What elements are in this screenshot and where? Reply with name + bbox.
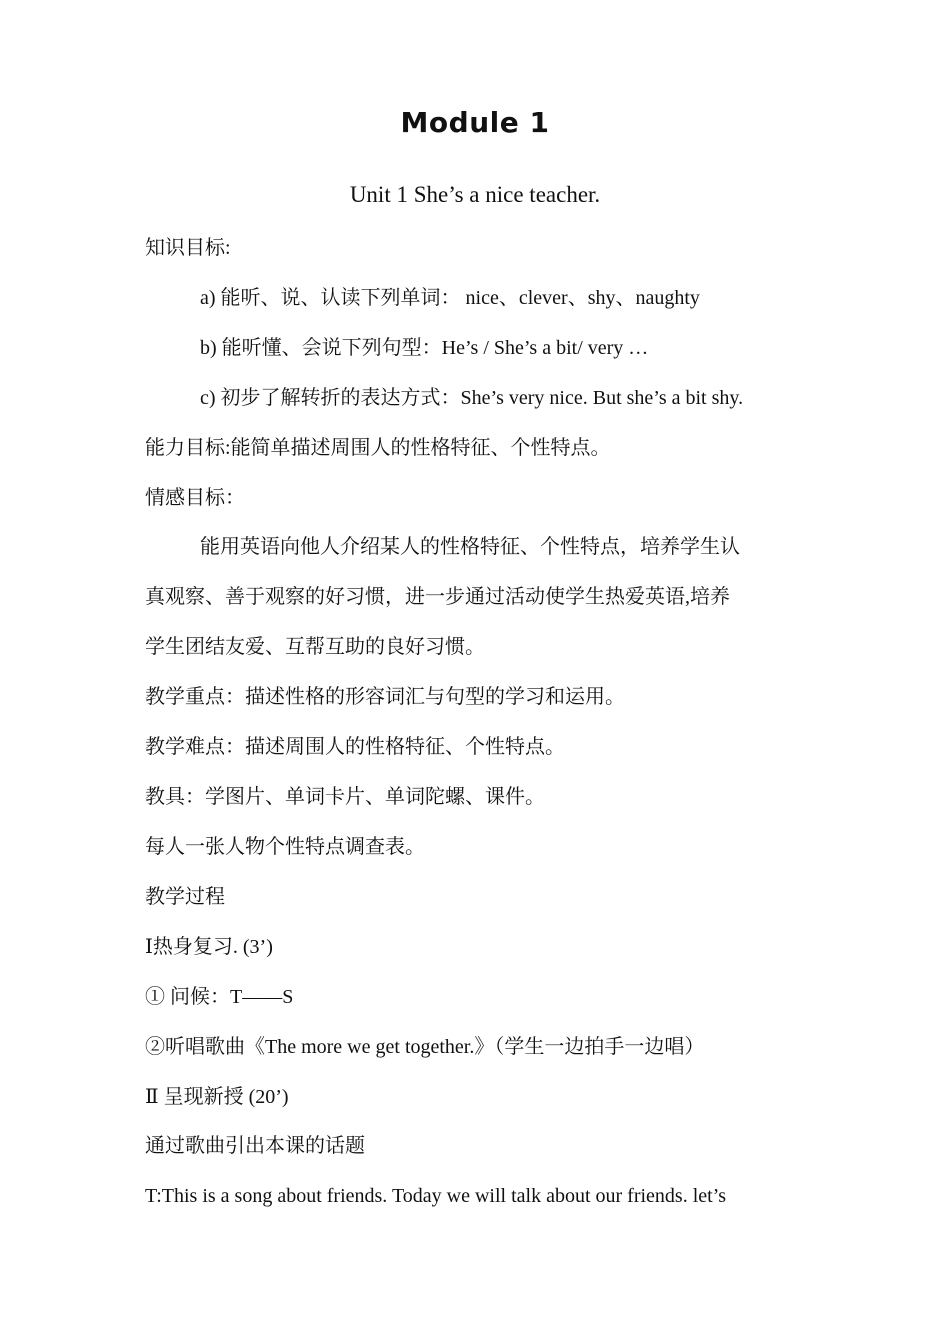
knowledge-heading: 知识目标:	[145, 237, 231, 259]
emotion-line-3: 学生团结友爱、互帮互助的良好习惯。	[145, 636, 485, 658]
knowledge-item-b: b) 能听懂、会说下列句型：He’s / She’s a bit/ very …	[200, 337, 649, 359]
step-2-heading: Ⅱ 呈现新授 (20’)	[145, 1086, 289, 1108]
ability-label: 能力目标:	[145, 437, 231, 459]
emotion-heading: 情感目标：	[145, 487, 245, 509]
knowledge-item-a: a) 能听、说、认读下列单词： nice、clever、shy、naughty	[200, 287, 700, 309]
step-2-intro: 通过歌曲引出本课的话题	[145, 1135, 365, 1157]
emotion-line-2: 真观察、善于观察的好习惯，进一步通过活动使学生热爱英语,培养	[145, 586, 730, 608]
ability-line	[145, 435, 611, 461]
teacher-line: T:This is a song about friends. Today we will talk about our friends. let’s	[145, 1185, 727, 1207]
teaching-aids: 教具：学图片、单词卡片、单词陀螺、课件。	[145, 786, 545, 808]
survey-sheet: 每人一张人物个性特点调查表。	[145, 836, 425, 858]
difficulties: 教学难点：描述周围人的性格特征、个性特点。	[145, 736, 565, 758]
emotion-line-1: 能用英语向他人介绍某人的性格特征、个性特点，培养学生认	[200, 536, 740, 558]
key-points: 教学重点：描述性格的形容词汇与句型的学习和运用。	[145, 686, 625, 708]
step-1-song: ②听唱歌曲《The more we get together.》（学生一边拍手一边唱）	[145, 1036, 705, 1058]
process-heading: 教学过程	[145, 886, 225, 908]
step-1-heading: Ⅰ热身复习. (3’)	[145, 936, 273, 958]
knowledge-item-c: c) 初步了解转折的表达方式：She’s very nice. But she’s a bit shy.	[200, 387, 744, 409]
unit-subtitle: Unit 1 She’s a nice teacher.	[349, 182, 601, 207]
step-1-greeting: ① 问候：T——S	[145, 986, 294, 1008]
ability-text: 能简单描述周围人的性格特征、个性特点。	[230, 437, 611, 459]
module-title: Module 1	[400, 106, 550, 139]
